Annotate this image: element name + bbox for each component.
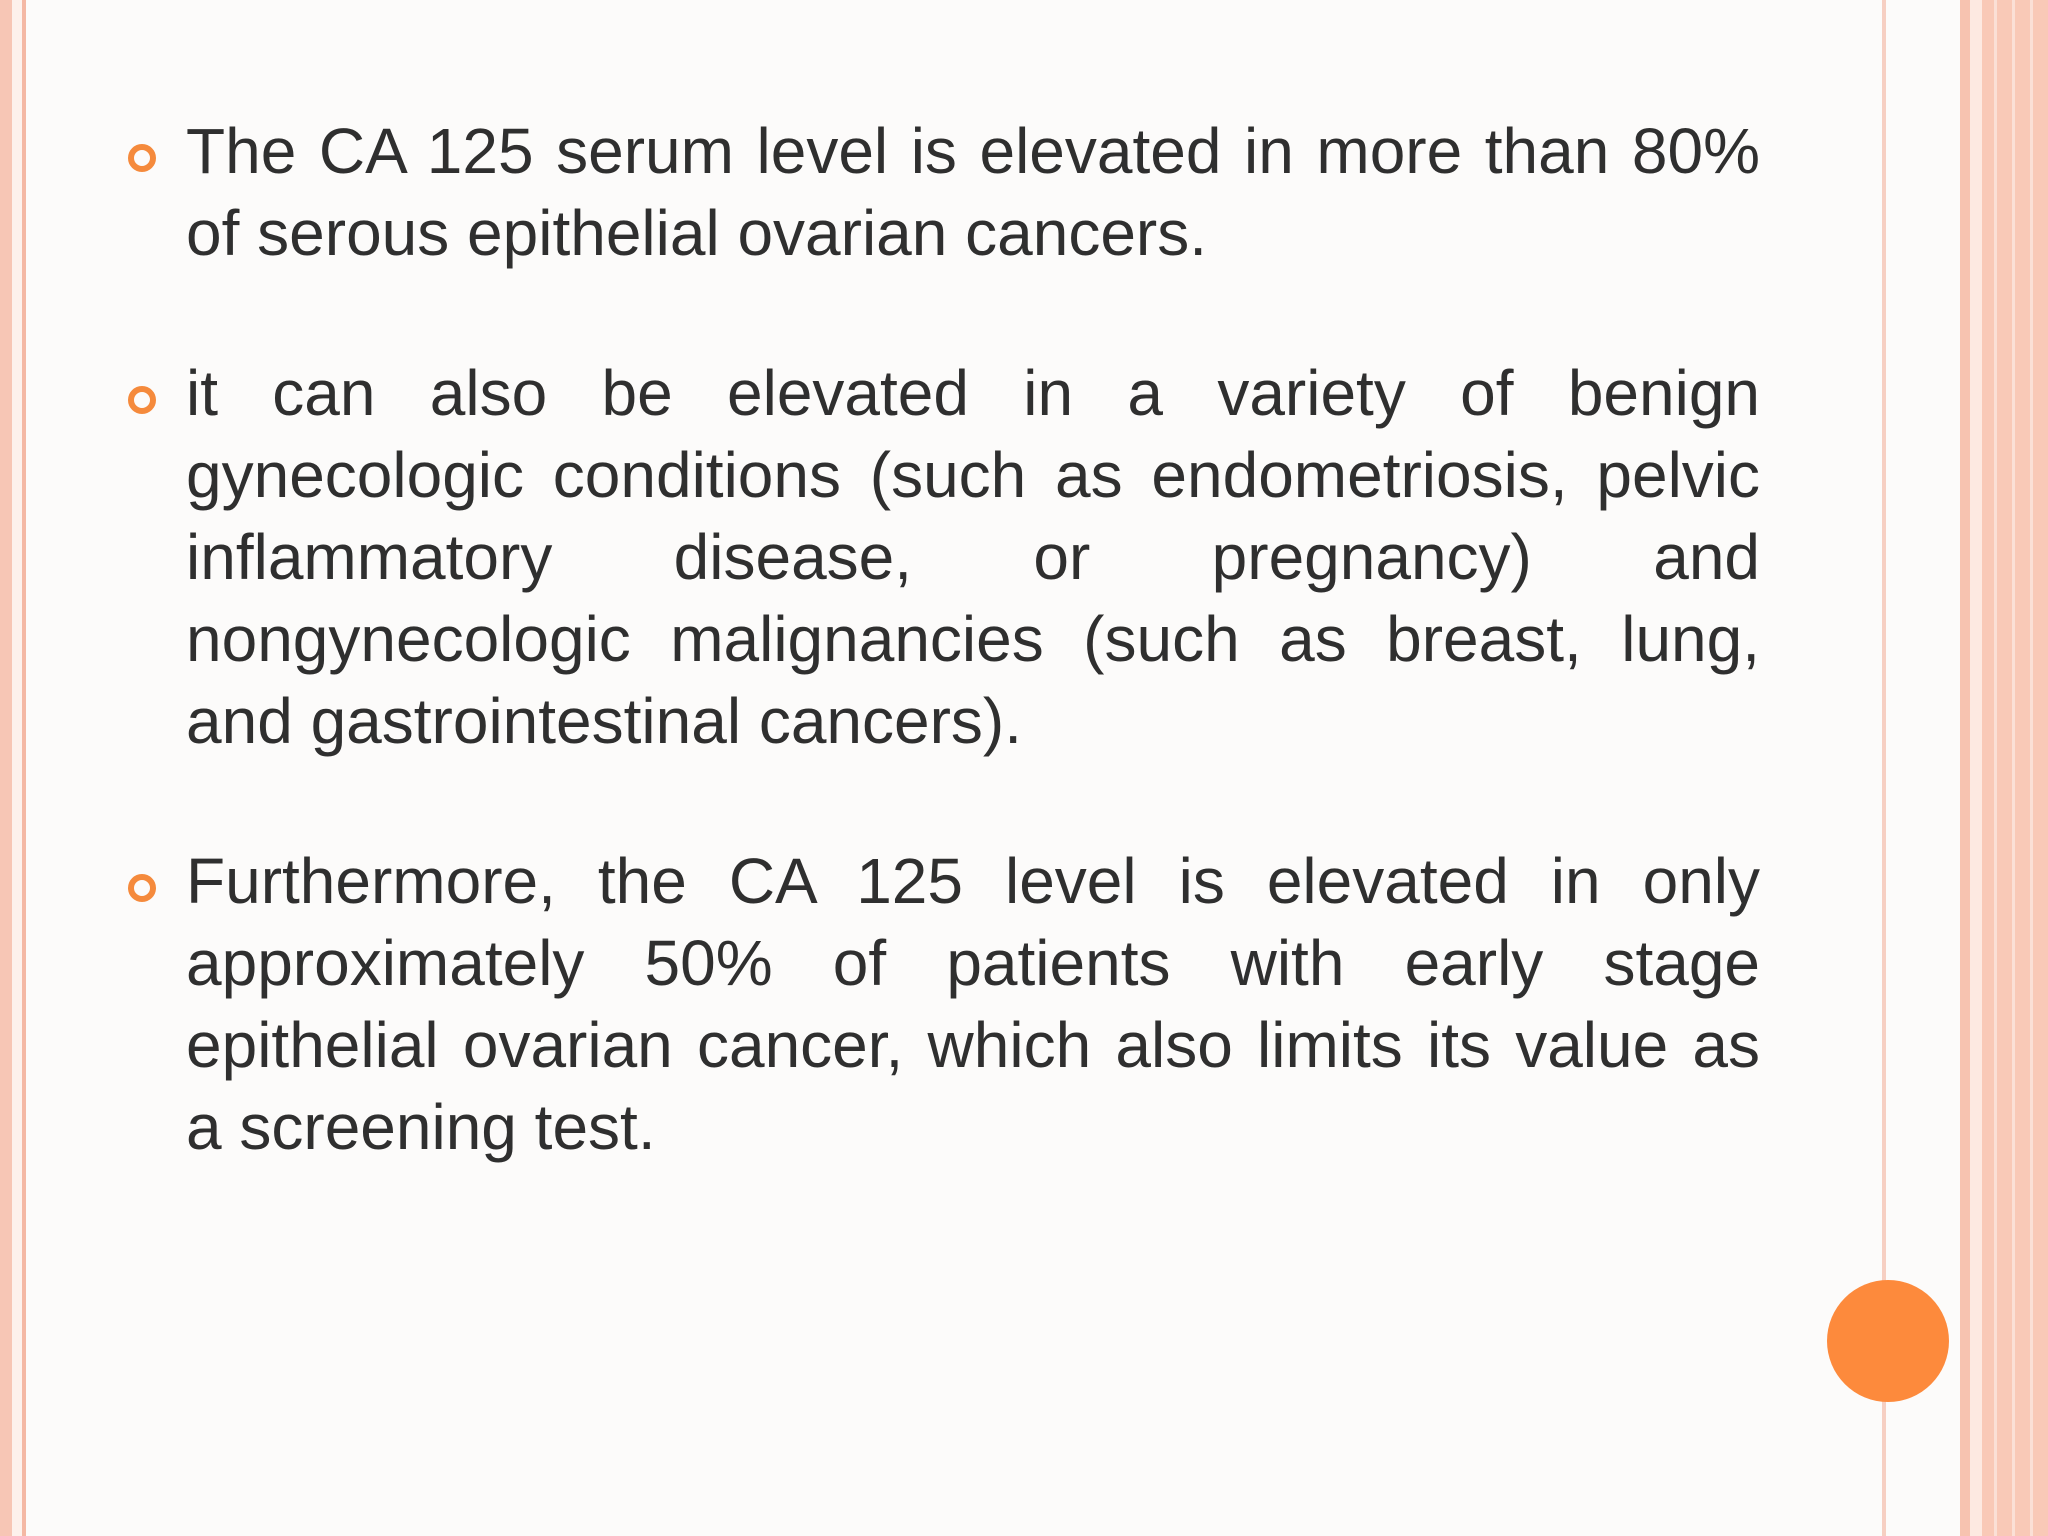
- right-decorative-line: [2012, 0, 2015, 1536]
- bullet-item: [120, 352, 1760, 762]
- right-decorative-stripe: [1970, 0, 1982, 1536]
- bullet-text: it can also be elevated in a variety of benign gynecologic conditions (such as endometriosis, pelvic inflammatory disease, or pregnancy) and nongynecologic malignancies (such as breast, lung, and gastrointestinal cancers).: [186, 357, 1760, 757]
- right-decorative-stripe: [1960, 0, 1970, 1536]
- bullet-item: [120, 840, 1760, 1168]
- right-decorative-stripe: [1982, 0, 2048, 1536]
- bullet-list: [120, 110, 1760, 1246]
- ring-bullet-icon: [128, 874, 156, 902]
- left-decorative-stripe: [22, 0, 26, 1536]
- bullet-item: [120, 110, 1760, 274]
- right-decorative-line: [1994, 0, 1997, 1536]
- bullet-text: The CA 125 serum level is elevated in more than 80% of serous epithelial ovarian cancers.: [186, 115, 1760, 269]
- decorative-orange-circle: [1827, 1280, 1949, 1402]
- ring-bullet-icon: [128, 144, 156, 172]
- left-decorative-stripe: [12, 0, 22, 1536]
- left-decorative-stripe: [0, 0, 12, 1536]
- ring-bullet-icon: [128, 386, 156, 414]
- bullet-text: Furthermore, the CA 125 level is elevated in only approximately 50% of patients with early stage epithelial ovarian cancer, which also limits its value as a screening test.: [186, 845, 1760, 1163]
- right-decorative-line: [2030, 0, 2033, 1536]
